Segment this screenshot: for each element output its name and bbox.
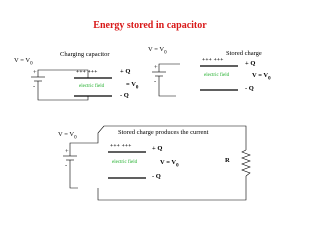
- panel2-wire-bottom: [159, 76, 176, 96]
- panel3-bottom-charges: - - - - - -: [110, 175, 131, 181]
- panel1-cap-voltage: = $V_0$: [126, 81, 139, 91]
- panel2-bottom-charges: - - - - - -: [202, 87, 223, 93]
- panel1-bottom-charges: - - - - - -: [76, 93, 97, 99]
- panel3-cap-voltage: $V = V_0$: [160, 159, 179, 169]
- panel1-battery-minus: -: [33, 83, 36, 90]
- panel3-source-voltage: $V = V_0$: [58, 131, 77, 141]
- panel3-battery-minus: -: [65, 162, 68, 169]
- panel2-caption: Stored charge: [226, 50, 262, 57]
- panel2-source-voltage: $V = V_0$: [148, 46, 167, 56]
- panel3-resistor-label: R: [225, 157, 230, 164]
- panel1-source-voltage: $V = V_0$: [14, 57, 33, 67]
- panel1-plus-q: + Q: [120, 68, 131, 75]
- panel1-electric-field: electric field: [79, 84, 105, 89]
- panel3-battery-plus: +: [65, 148, 69, 155]
- panel3-caption: Stored charge produces the current: [118, 129, 209, 136]
- panel1-minus-q: - Q: [120, 92, 129, 99]
- panel1-battery-plus: +: [33, 69, 37, 76]
- panel3-minus-q: - Q: [152, 173, 161, 180]
- panel2-cap-voltage: $V = V_0$: [252, 72, 271, 82]
- panel3-resistor-zigzag: [242, 150, 250, 176]
- page-title: Energy stored in capacitor: [93, 20, 207, 31]
- panel2-circuit: [152, 64, 238, 96]
- panel2-electric-field: electric field: [204, 73, 230, 78]
- panel3-top-charges: +++ +++: [110, 143, 132, 149]
- panel1-caption: Charging capacitor: [60, 51, 110, 58]
- panel2-wire-top: [159, 64, 180, 72]
- panel2-top-charges: +++ +++: [202, 57, 224, 63]
- panel2-minus-q: - Q: [245, 85, 254, 92]
- panel3-electric-field: electric field: [112, 160, 138, 165]
- panel3-circuit: [63, 126, 250, 200]
- panel2-battery-minus: -: [154, 78, 157, 85]
- panel3-wire-top-joint: [82, 126, 104, 143]
- panel3-wire-top-left: [70, 143, 82, 156]
- panel1-top-charges: +++ +++: [76, 69, 98, 75]
- panel2-battery-plus: +: [154, 64, 158, 71]
- panel2-plus-q: + Q: [245, 60, 256, 67]
- panel3-plus-q: + Q: [152, 145, 163, 152]
- panel3-wire-bottom-left: [70, 160, 78, 188]
